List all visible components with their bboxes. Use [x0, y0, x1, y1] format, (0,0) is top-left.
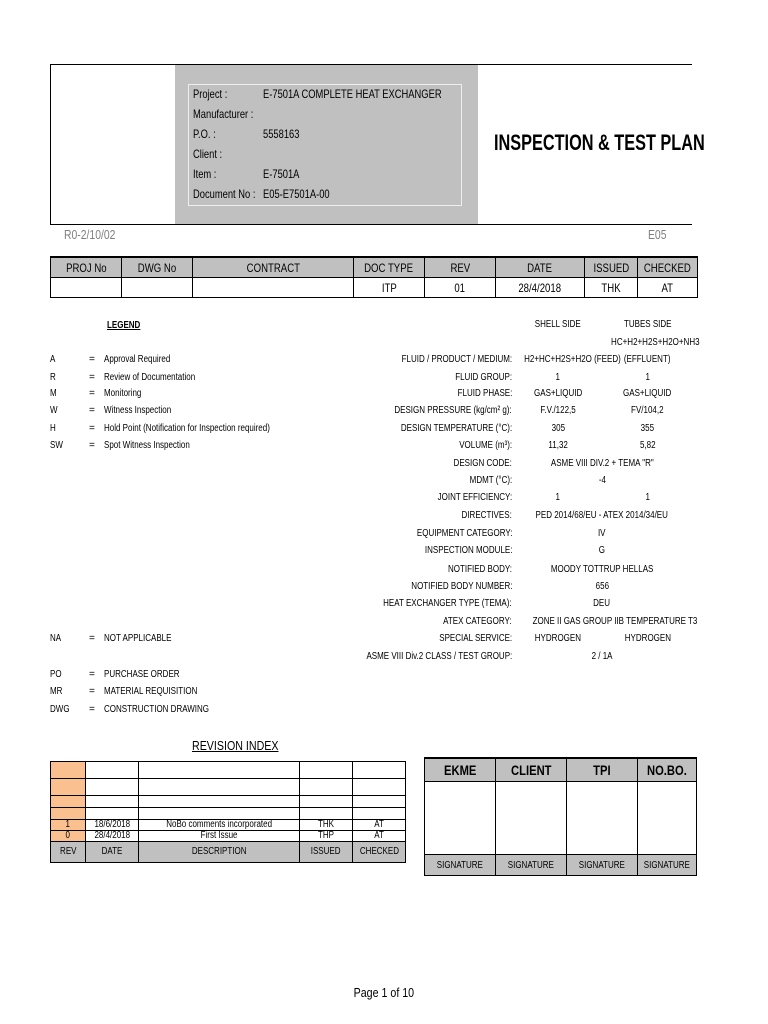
tubes-value: 355	[640, 423, 655, 434]
signature-footer-row	[425, 855, 697, 876]
header-cell-checked: CHECKED	[638, 257, 698, 278]
legend-equals: =	[89, 440, 95, 451]
legend-code: PO	[50, 669, 62, 680]
checked-cell	[353, 808, 406, 820]
legend-code: DWG	[50, 704, 70, 715]
footer-rev: REV	[51, 842, 86, 863]
header-cell-doc-type: DOC TYPE	[354, 257, 425, 278]
signature-header-tpi: TPI	[567, 758, 638, 782]
legend-item	[0, 632, 300, 646]
legend-code: NA	[50, 633, 62, 644]
revision-reference: R0-2/10/02	[64, 227, 116, 242]
footer-description: DESCRIPTION	[139, 842, 300, 863]
document-title: INSPECTION & TEST PLAN	[494, 130, 705, 155]
document-info-value-row	[51, 278, 698, 298]
revision-row	[51, 831, 406, 842]
legend-desc: Hold Point (Notification for Inspection required)	[104, 423, 270, 434]
info-label: Manufacturer :	[193, 107, 254, 121]
description-cell	[139, 779, 300, 796]
combined-value: -4	[598, 475, 606, 486]
legend-item	[0, 353, 300, 367]
data-label: DESIGN CODE:	[453, 458, 512, 469]
data-label: VOLUME (m³):	[459, 440, 512, 451]
legend-desc: Spot Witness Inspection	[104, 440, 190, 451]
data-label: NOTIFIED BODY:	[447, 564, 512, 575]
info-label: Client :	[193, 147, 223, 161]
tubes-side-header: TUBES SIDE	[623, 319, 672, 330]
revision-row-empty	[51, 779, 406, 796]
data-label: ATEX CATEGORY:	[443, 616, 512, 627]
legend-equals: =	[89, 423, 95, 434]
legend-desc: CONSTRUCTION DRAWING	[104, 704, 210, 715]
checked-cell	[353, 779, 406, 796]
shell-value: HYDROGEN	[534, 633, 582, 644]
legend-desc: Monitoring	[104, 388, 142, 399]
shell-value: 11,32	[548, 440, 568, 451]
signature-body-row	[425, 782, 697, 855]
legend-code: MR	[50, 686, 63, 697]
combined-value: ASME VIII DIV.2 + TEMA "R"	[550, 458, 654, 469]
data-label: JOINT EFFICIENCY:	[437, 492, 512, 503]
document-info-table	[50, 256, 698, 298]
data-label: FLUID GROUP:	[455, 372, 512, 383]
combined-value: 2 / 1A	[591, 651, 613, 662]
info-value: E-7501A COMPLETE HEAT EXCHANGER	[263, 87, 442, 101]
legend-code: M	[50, 388, 57, 399]
shell-value: GAS+LIQUID	[533, 388, 583, 399]
info-value: 5558163	[263, 127, 300, 141]
legend-desc: NOT APPLICABLE	[104, 633, 172, 644]
legend-desc: Approval Required	[104, 354, 171, 365]
date-cell	[86, 796, 139, 808]
info-value: E05-E7501A-00	[263, 187, 330, 201]
combined-value: MOODY TOTTRUP HELLAS	[550, 564, 654, 575]
shell-value: H2+HC+H2S+H2O (FEED)	[524, 354, 621, 365]
shell-value: F.V./122,5	[540, 405, 576, 416]
info-label: Document No :	[193, 187, 256, 201]
legend-equals: =	[89, 388, 95, 399]
legend-equals: =	[89, 704, 95, 715]
combined-value: IV	[598, 528, 606, 539]
issued-cell	[300, 762, 353, 779]
form-reference: E05	[648, 227, 667, 242]
revision-row-empty	[51, 762, 406, 779]
combined-value: DEU	[593, 598, 611, 609]
legend-item	[0, 668, 300, 682]
revision-row-empty	[51, 796, 406, 808]
description-cell: NoBo comments incorporated	[139, 820, 300, 831]
revision-row-empty	[51, 808, 406, 820]
value-cell-checked: AT	[638, 278, 698, 298]
description-cell	[139, 796, 300, 808]
footer-issued: ISSUED	[300, 842, 353, 863]
data-label: HEAT EXCHANGER TYPE (TEMA):	[383, 598, 512, 609]
date-cell: 28/4/2018	[86, 831, 139, 842]
checked-cell: AT	[353, 820, 406, 831]
value-cell-dwg-no	[122, 278, 193, 298]
signature-box-nobo	[638, 782, 697, 855]
page-number: Page 1 of 10	[353, 985, 415, 1000]
issued-cell: THK	[300, 820, 353, 831]
document-info-header-row	[51, 257, 698, 278]
header-cell-date: DATE	[496, 257, 585, 278]
issued-cell	[300, 808, 353, 820]
legend-desc: MATERIAL REQUISITION	[104, 686, 198, 697]
description-cell	[139, 808, 300, 820]
revision-row	[51, 820, 406, 831]
combined-value: G	[598, 545, 606, 556]
signature-label: SIGNATURE	[425, 855, 496, 876]
tubes-value: HC+H2+H2S+H2O+NH3	[611, 337, 700, 348]
value-cell-proj-no	[51, 278, 122, 298]
footer-checked: CHECKED	[353, 842, 406, 863]
legend-equals: =	[89, 669, 95, 680]
legend-code: SW	[50, 440, 63, 451]
checked-cell: AT	[353, 831, 406, 842]
legend-code: R	[50, 372, 56, 383]
description-cell: First Issue	[139, 831, 300, 842]
legend-desc: Witness Inspection	[104, 405, 172, 416]
rev-cell	[51, 762, 86, 779]
data-label: DIRECTIVES:	[461, 510, 512, 521]
data-label: NOTIFIED BODY NUMBER:	[410, 581, 512, 592]
info-label: Project :	[193, 87, 228, 101]
header-cell-dwg-no: DWG No	[122, 257, 193, 278]
tubes-value: GAS+LIQUID	[623, 388, 672, 399]
date-cell	[86, 779, 139, 796]
data-label: EQUIPMENT CATEGORY:	[416, 528, 512, 539]
issued-cell	[300, 796, 353, 808]
signature-label: SIGNATURE	[567, 855, 638, 876]
value-cell-issued: THK	[585, 278, 638, 298]
data-label: INSPECTION MODULE:	[424, 545, 512, 556]
legend-equals: =	[89, 633, 95, 644]
signature-header-nobo: NO.BO.	[638, 758, 697, 782]
data-label: DESIGN PRESSURE (kg/cm² g):	[394, 405, 512, 416]
value-cell-contract	[193, 278, 354, 298]
signature-header-client: CLIENT	[496, 758, 567, 782]
checked-cell	[353, 762, 406, 779]
revision-index-title: REVISION INDEX	[192, 738, 279, 753]
tubes-value-line2: (EFFLUENT)	[624, 354, 671, 365]
date-cell	[86, 762, 139, 779]
legend-item	[0, 422, 300, 436]
legend-equals: =	[89, 372, 95, 383]
rev-cell	[51, 779, 86, 796]
value-cell-date: 28/4/2018	[496, 278, 585, 298]
data-label: MDMT (°C):	[469, 475, 512, 486]
issued-cell	[300, 779, 353, 796]
legend-desc: PURCHASE ORDER	[104, 669, 180, 680]
data-label: FLUID / PRODUCT / MEDIUM:	[401, 354, 512, 365]
rev-cell	[51, 796, 86, 808]
legend-item	[0, 439, 300, 453]
legend-equals: =	[89, 686, 95, 697]
data-label: DESIGN TEMPERATURE (°C):	[400, 423, 512, 434]
shell-value: 1	[555, 372, 561, 383]
signature-box-ekme	[425, 782, 496, 855]
legend-item	[0, 404, 300, 418]
legend-equals: =	[89, 405, 95, 416]
legend-desc: Review of Documentation	[104, 372, 196, 383]
value-cell-rev: 01	[425, 278, 496, 298]
signature-label: SIGNATURE	[638, 855, 697, 876]
rev-cell	[51, 808, 86, 820]
description-cell	[139, 762, 300, 779]
tubes-value: FV/104,2	[631, 405, 664, 416]
header-left-border	[50, 64, 51, 224]
signature-header-row	[425, 758, 697, 782]
legend-item	[0, 685, 300, 699]
legend-title: LEGEND	[107, 320, 141, 331]
rev-cell: 1	[51, 820, 86, 831]
header-cell-proj-no: PROJ No	[51, 257, 122, 278]
info-label: P.O. :	[193, 127, 216, 141]
info-value: E-7501A	[263, 167, 300, 181]
signature-header-ekme: EKME	[425, 758, 496, 782]
legend-code: W	[50, 405, 58, 416]
legend-item	[0, 703, 300, 717]
legend-code: H	[50, 423, 56, 434]
tubes-value: HYDROGEN	[624, 633, 671, 644]
shell-side-header: SHELL SIDE	[535, 319, 581, 330]
issued-cell: THP	[300, 831, 353, 842]
legend-item	[0, 371, 300, 385]
tubes-value: 1	[645, 372, 650, 383]
data-label: SPECIAL SERVICE:	[439, 633, 512, 644]
tubes-value: 1	[645, 492, 650, 503]
signature-box-tpi	[567, 782, 638, 855]
legend-equals: =	[89, 354, 95, 365]
checked-cell	[353, 796, 406, 808]
combined-value: 656	[595, 581, 609, 592]
footer-date: DATE	[86, 842, 139, 863]
signature-box-client	[496, 782, 567, 855]
header-cell-rev: REV	[425, 257, 496, 278]
legend-item	[0, 387, 300, 401]
revision-footer-row	[51, 842, 406, 863]
data-label: FLUID PHASE:	[457, 388, 512, 399]
combined-value: ZONE II GAS GROUP IIB TEMPERATURE T3	[532, 616, 698, 627]
data-label: ASME VIII Div.2 CLASS / TEST GROUP:	[366, 651, 512, 662]
rev-cell: 0	[51, 831, 86, 842]
tubes-value: 5,82	[639, 440, 656, 451]
header-bottom-border	[50, 224, 692, 225]
header-cell-issued: ISSUED	[585, 257, 638, 278]
revision-index-table	[50, 761, 406, 863]
signature-label: SIGNATURE	[496, 855, 567, 876]
info-label: Item :	[193, 167, 217, 181]
shell-value: 305	[551, 423, 565, 434]
shell-value: 1	[555, 492, 561, 503]
signature-table	[424, 757, 697, 876]
date-cell: 18/6/2018	[86, 820, 139, 831]
legend-code: A	[50, 354, 56, 365]
date-cell	[86, 808, 139, 820]
combined-value: PED 2014/68/EU - ATEX 2014/34/EU	[535, 510, 669, 521]
value-cell-doc-type: ITP	[354, 278, 425, 298]
header-cell-contract: CONTRACT	[193, 257, 354, 278]
